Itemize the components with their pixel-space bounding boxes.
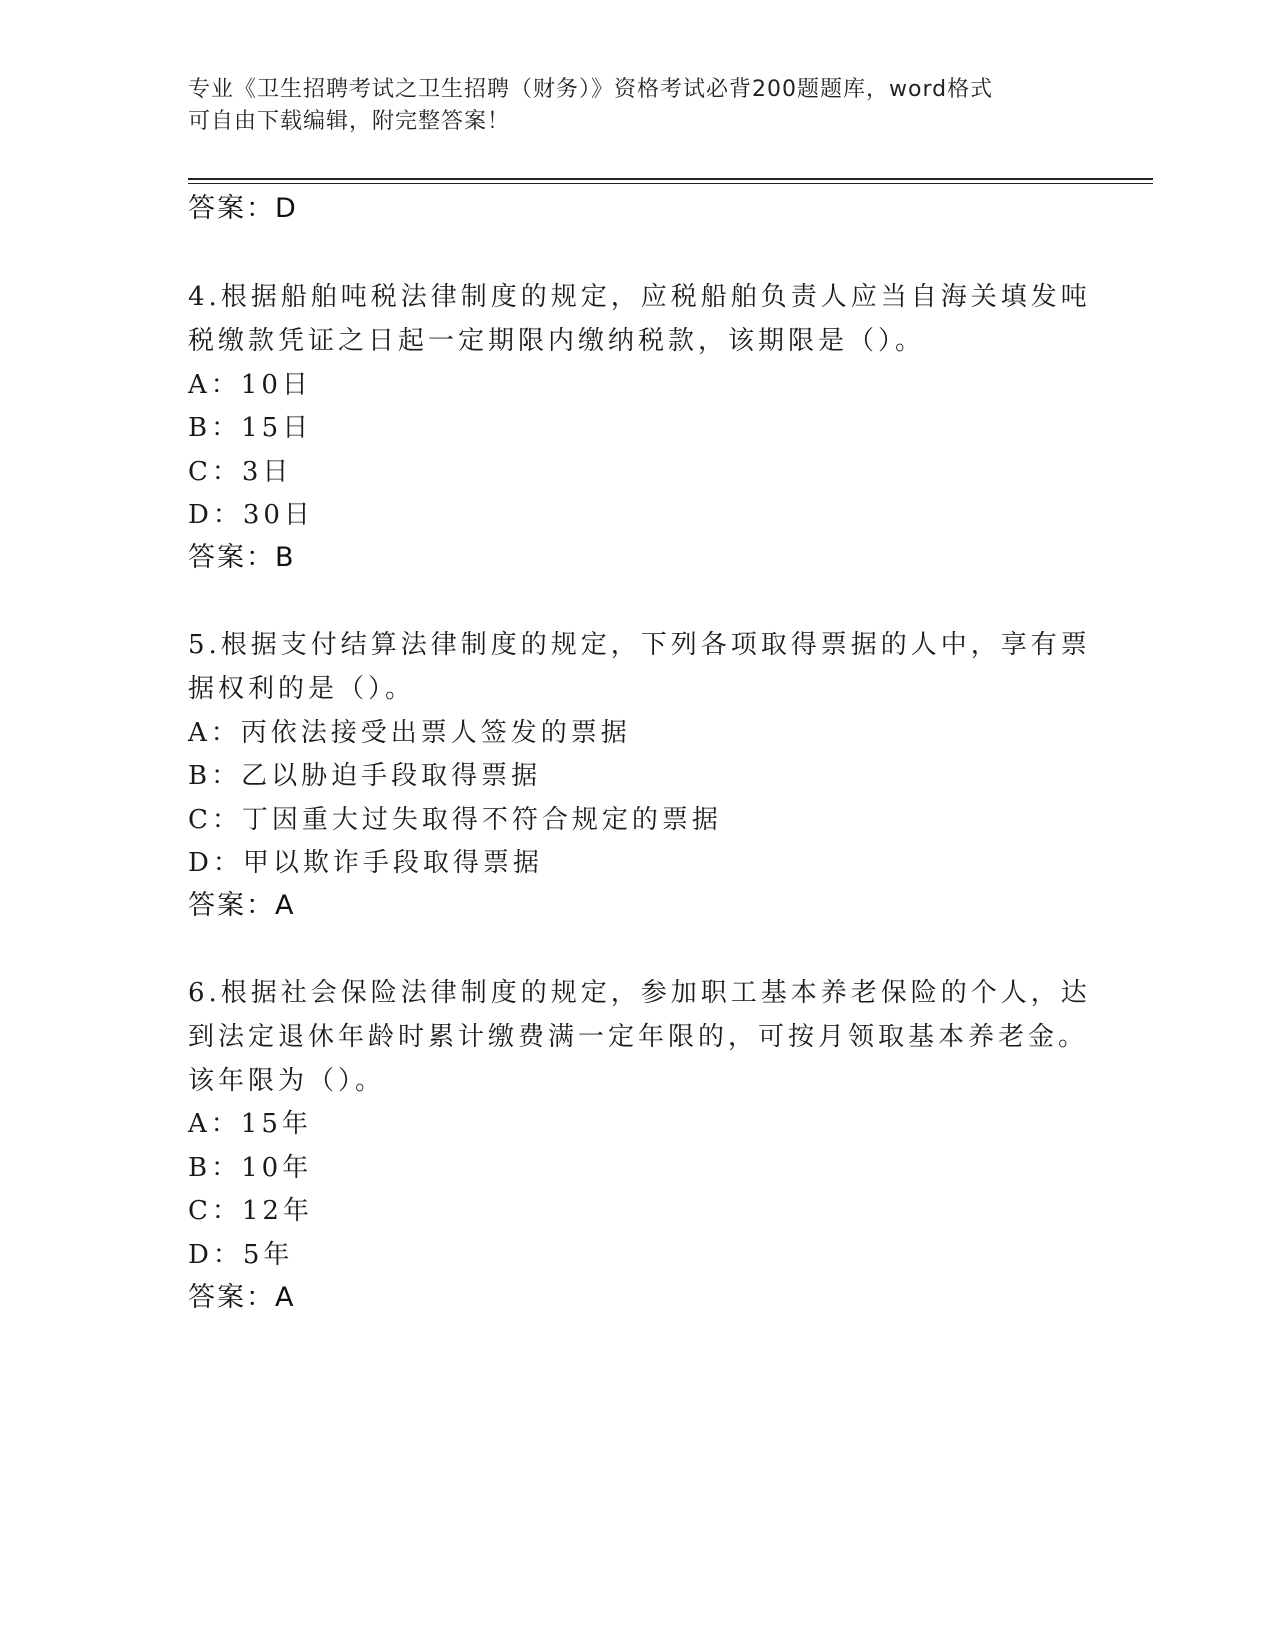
question-5-option-d: D：甲以欺诈手段取得票据 [188, 848, 543, 878]
header-line-1: 专业《卫生招聘考试之卫生招聘（财务）》资格考试必背200题题库，word格式 [188, 77, 994, 102]
question-4-stem-line-1: 4.根据船舶吨税法律制度的规定，应税船舶负责人应当自海关填发吨 [188, 282, 1091, 312]
header-line-2: 可自由下载编辑，附完整答案！ [188, 109, 511, 134]
header-divider-thin [188, 183, 1153, 184]
question-4-option-b: B：15日 [188, 413, 313, 443]
question-6-option-d: D：5年 [188, 1240, 294, 1270]
question-5-option-c: C：丁因重大过失取得不符合规定的票据 [188, 805, 722, 835]
question-6-stem-line-2: 到法定退休年龄时累计缴费满一定年限的，可按月领取基本养老金。 [188, 1022, 1089, 1052]
question-4-option-d: D：30日 [188, 500, 314, 530]
question-5-option-b: B：乙以胁迫手段取得票据 [188, 761, 542, 791]
question-4-stem-line-2: 税缴款凭证之日起一定期限内缴纳税款，该期限是（）。 [188, 326, 926, 356]
question-5-stem-line-2: 据权利的是（）。 [188, 674, 416, 704]
question-4-option-c: C：3日 [188, 457, 293, 487]
header-divider [188, 178, 1153, 180]
question-6-answer: 答案：A [188, 1282, 296, 1313]
question-5-stem-line-1: 5.根据支付结算法律制度的规定，下列各项取得票据的人中，享有票 [188, 630, 1091, 660]
question-6-stem-line-3: 该年限为（）。 [188, 1066, 386, 1096]
previous-answer: 答案：D [188, 193, 298, 224]
question-4-answer: 答案：B [188, 542, 296, 573]
question-5-answer: 答案：A [188, 890, 296, 921]
question-4-option-a: A：10日 [188, 370, 312, 400]
page-header [188, 74, 1088, 138]
question-6-stem-line-1: 6.根据社会保险法律制度的规定，参加职工基本养老保险的个人，达 [188, 978, 1091, 1008]
question-6-option-b: B：10年 [188, 1153, 313, 1183]
question-6-option-a: A：15年 [188, 1109, 312, 1139]
question-6-option-c: C：12年 [188, 1196, 313, 1226]
question-5-option-a: A：丙依法接受出票人签发的票据 [188, 718, 631, 748]
